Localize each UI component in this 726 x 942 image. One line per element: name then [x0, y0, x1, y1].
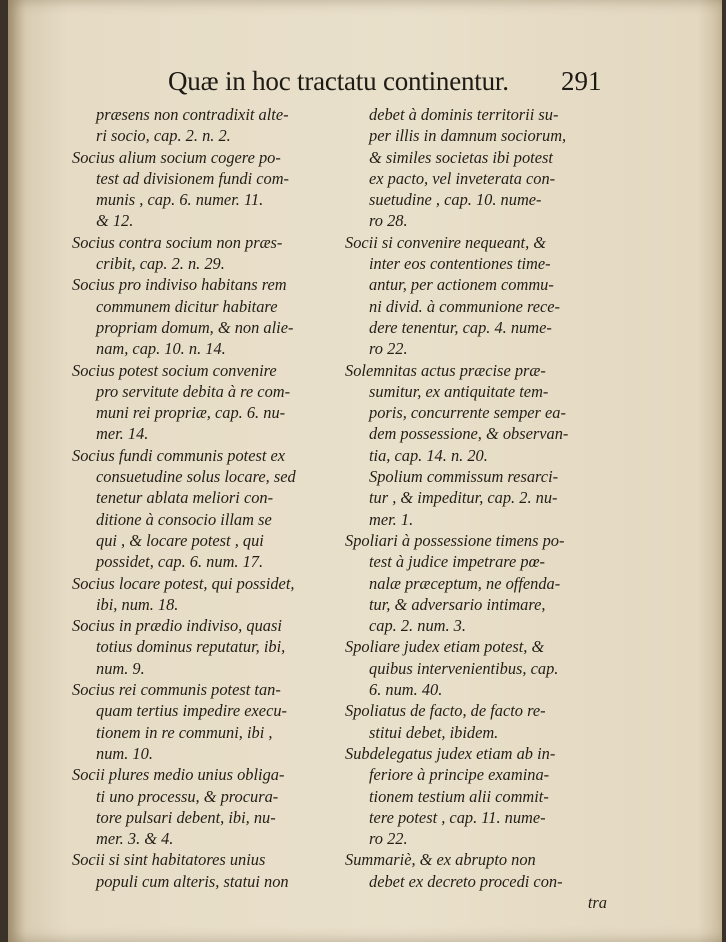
index-line: cap. 2. num. 3. [369, 616, 466, 636]
index-line: num. 9. [96, 658, 145, 678]
index-line: possidet, cap. 6. num. 17. [96, 552, 264, 572]
index-line: ditione à consocio illam se [96, 509, 272, 529]
index-line: poris, concurrente semper ea- [369, 403, 566, 423]
index-line: Socius potest socium convenire [72, 360, 277, 380]
index-line: Socius fundi communis potest ex [72, 445, 286, 465]
page-number: 291 [561, 66, 602, 96]
index-line: dem possessione, & observan- [369, 424, 569, 444]
index-line: per illis in damnum sociorum, [369, 126, 567, 146]
index-line: qui , & locare potest , qui [96, 530, 264, 550]
index-line: sumitur, ex antiquitate tem- [369, 381, 549, 401]
index-line: ex pacto, vel inveterata con- [369, 168, 556, 188]
index-line: populi cum alteris, statui non [96, 871, 289, 891]
index-line: quam tertius impedire execu- [96, 701, 288, 721]
index-line: Socii si sint habitatores unius [72, 850, 266, 870]
index-line: totius dominus reputatur, ibi, [96, 637, 286, 657]
index-line: tur, & adversario intimare, [369, 594, 546, 614]
index-line: mer. 14. [96, 424, 149, 444]
left-column [72, 104, 346, 892]
index-line: & similes societas ibi potest [369, 147, 553, 167]
index-line: Socius contra socium non præs- [72, 232, 283, 252]
index-line: præsens non contradixit alte- [96, 105, 289, 124]
index-line: suetudine , cap. 10. nume- [369, 190, 542, 210]
index-line: cribit, cap. 2. n. 29. [96, 254, 225, 274]
index-line: ri socio, cap. 2. n. 2. [96, 126, 231, 146]
index-line: inter eos contentiones time- [369, 254, 551, 274]
index-line: ro 22. [369, 829, 408, 849]
index-line: propriam domum, & non alie- [96, 317, 294, 337]
index-line: tra [587, 892, 607, 912]
index-line: Spoliatus de facto, de facto re- [345, 701, 546, 721]
index-line: tionem in re communi, ibi , [96, 722, 273, 742]
running-header [8, 62, 722, 102]
index-line: tur , & impeditur, cap. 2. nu- [369, 488, 558, 508]
index-line: Solemnitas actus præcise præ- [345, 360, 546, 380]
index-line: munis , cap. 6. numer. 11. [96, 190, 264, 210]
index-line: Socii plures medio unius obliga- [72, 765, 285, 785]
index-line: & 12. [96, 211, 134, 231]
running-title: Quæ in hoc tractatu continentur. [168, 66, 509, 96]
index-line: quibus intervenientibus, cap. [369, 658, 559, 678]
index-line: tia, cap. 14. n. 20. [369, 445, 488, 465]
index-line: Summariè, & ex abrupto non [345, 850, 536, 870]
book-page [8, 0, 722, 942]
index-line: test ad divisionem fundi com- [96, 168, 290, 188]
index-line: Socius in prædio indiviso, quasi [72, 616, 282, 636]
index-line: 6. num. 40. [369, 680, 443, 700]
index-line: mer. 1. [369, 509, 414, 529]
index-line: ti uno processu, & procura- [96, 786, 279, 806]
index-line: test à judice impetrare pœ- [369, 552, 546, 572]
index-line: stitui debet, ibidem. [369, 722, 499, 742]
index-line: muni rei propriæ, cap. 6. nu- [96, 403, 286, 423]
index-line: tenetur ablata meliori con- [96, 488, 274, 508]
right-column [345, 104, 613, 913]
index-line: debet à dominis territorii su- [369, 105, 559, 124]
index-line: Socius locare potest, qui possidet, [72, 573, 295, 593]
index-line: feriore à principe examina- [369, 765, 550, 785]
index-line: consuetudine solus locare, sed [96, 467, 296, 487]
index-line: Socii si convenire nequeant, & [345, 232, 547, 252]
index-line: nam, cap. 10. n. 14. [96, 339, 226, 359]
index-line: Spoliari à possessione timens po- [345, 530, 565, 550]
index-line: Socius pro indiviso habitans rem [72, 275, 287, 295]
index-line: tere potest , cap. 11. nume- [369, 807, 546, 827]
index-line: dere tenentur, cap. 4. nume- [369, 317, 552, 337]
index-line: ro 28. [369, 211, 408, 231]
index-line: tore pulsari debent, ibi, nu- [96, 807, 276, 827]
index-line: Spoliare judex etiam potest, & [345, 637, 545, 657]
index-line: tionem testium alii commit- [369, 786, 549, 806]
index-line: Spolium commissum resarci- [369, 467, 559, 487]
index-line: Socius rei communis potest tan- [72, 680, 281, 700]
index-line: debet ex decreto procedi con- [369, 871, 563, 891]
index-line: mer. 3. & 4. [96, 829, 174, 849]
index-line: communem dicitur habitare [96, 296, 278, 316]
index-line: Subdelegatus judex etiam ab in- [345, 743, 556, 763]
index-line: pro servitute debita à re com- [96, 381, 291, 401]
index-line: nalæ præceptum, ne offenda- [369, 573, 561, 593]
index-line: ro 22. [369, 339, 408, 359]
index-line: ibi, num. 18. [96, 594, 179, 614]
index-line: Socius alium socium cogere po- [72, 147, 281, 167]
index-line: antur, per actionem commu- [369, 275, 554, 295]
index-line: ni divid. à communione rece- [369, 296, 561, 316]
index-line: num. 10. [96, 743, 153, 763]
